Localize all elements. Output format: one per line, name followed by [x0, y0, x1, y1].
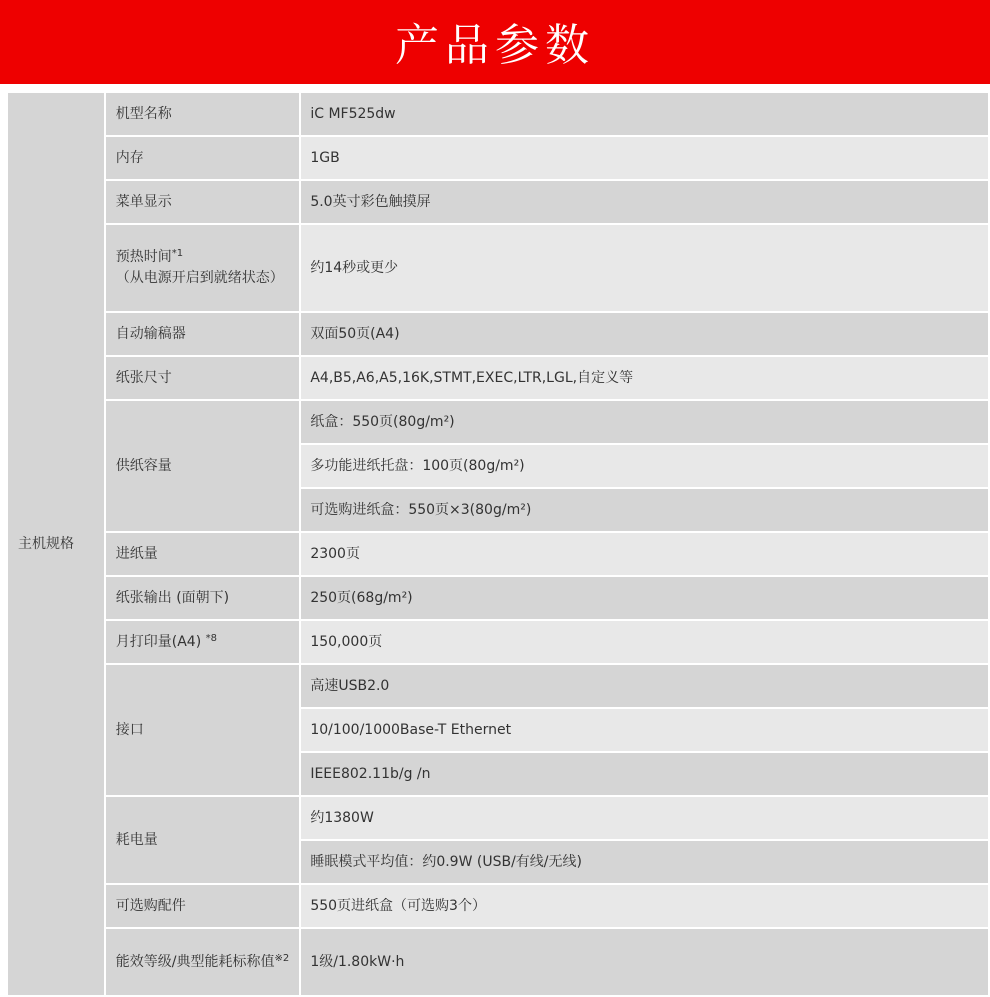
table-row [7, 356, 989, 400]
spec-table [6, 91, 990, 997]
table-row [7, 884, 989, 928]
table-row [7, 664, 989, 708]
spec-value: A4,B5,A6,A5,16K,STMT,EXEC,LTR,LGL,自定义等 [300, 356, 989, 400]
spec-value: iC MF525dw [300, 92, 989, 136]
spec-value: 2300页 [300, 532, 989, 576]
footnote-marker: *8 [205, 632, 217, 644]
spec-value: 250页(68g/m²) [300, 576, 989, 620]
table-row [7, 576, 989, 620]
table-row [7, 180, 989, 224]
spec-label [105, 620, 301, 664]
spec-value: 1级/1.80kW·h [300, 928, 989, 996]
footnote-marker: *1 [171, 248, 184, 259]
spec-label: 耗电量 [105, 796, 301, 884]
spec-value: 10/100/1000Base-T Ethernet [300, 708, 989, 752]
table-row [7, 312, 989, 356]
spec-label: 纸张输出 (面朝下) [105, 576, 301, 620]
footnote-marker: ※2 [274, 952, 290, 964]
table-row [7, 620, 989, 664]
table-row [7, 224, 989, 312]
spec-value: 550页进纸盒（可选购3个） [300, 884, 989, 928]
spec-label: 自动输稿器 [105, 312, 301, 356]
table-row [7, 796, 989, 840]
spec-label: 内存 [105, 136, 301, 180]
spec-value: 高速USB2.0 [300, 664, 989, 708]
spec-label: 供纸容量 [105, 400, 301, 532]
spec-label: 可选购配件 [105, 884, 301, 928]
spec-label: 纸张尺寸 [105, 356, 301, 400]
spec-label: 接口 [105, 664, 301, 796]
table-row [7, 928, 989, 996]
spec-label-note: （从电源开启到就绪状态） [115, 270, 284, 286]
category-cell: 主机规格 [7, 92, 105, 996]
spec-value: 双面50页(A4) [300, 312, 989, 356]
spec-value: 多功能进纸托盘：100页(80g/m²) [300, 444, 989, 488]
spec-label: 进纸量 [105, 532, 301, 576]
spec-value: 5.0英寸彩色触摸屏 [300, 180, 989, 224]
spec-label [105, 928, 301, 996]
table-row [7, 400, 989, 444]
table-row [7, 92, 989, 136]
table-row [7, 532, 989, 576]
spec-value: 1GB [300, 136, 989, 180]
title-banner [0, 0, 990, 84]
spec-value: 纸盒：550页(80g/m²) [300, 400, 989, 444]
spec-value: 150,000页 [300, 620, 989, 664]
spec-label: 机型名称 [105, 92, 301, 136]
spec-value: 可选购进纸盒：550页×3(80g/m²) [300, 488, 989, 532]
spec-value: IEEE802.11b/g /n [300, 752, 989, 796]
spec-value: 睡眠模式平均值：约0.9W (USB/有线/无线) [300, 840, 989, 884]
spec-label-text: 预热时间 [115, 249, 172, 265]
page-title: 产品参数 [395, 20, 595, 71]
spec-label [105, 224, 301, 312]
spec-value: 约14秒或更少 [300, 224, 989, 312]
spec-label-text: 月打印量(A4) [115, 633, 206, 650]
spec-label: 菜单显示 [105, 180, 301, 224]
spec-value: 约1380W [300, 796, 989, 840]
spec-label-text: 能效等级/典型能耗标称值 [115, 953, 275, 970]
table-row [7, 136, 989, 180]
